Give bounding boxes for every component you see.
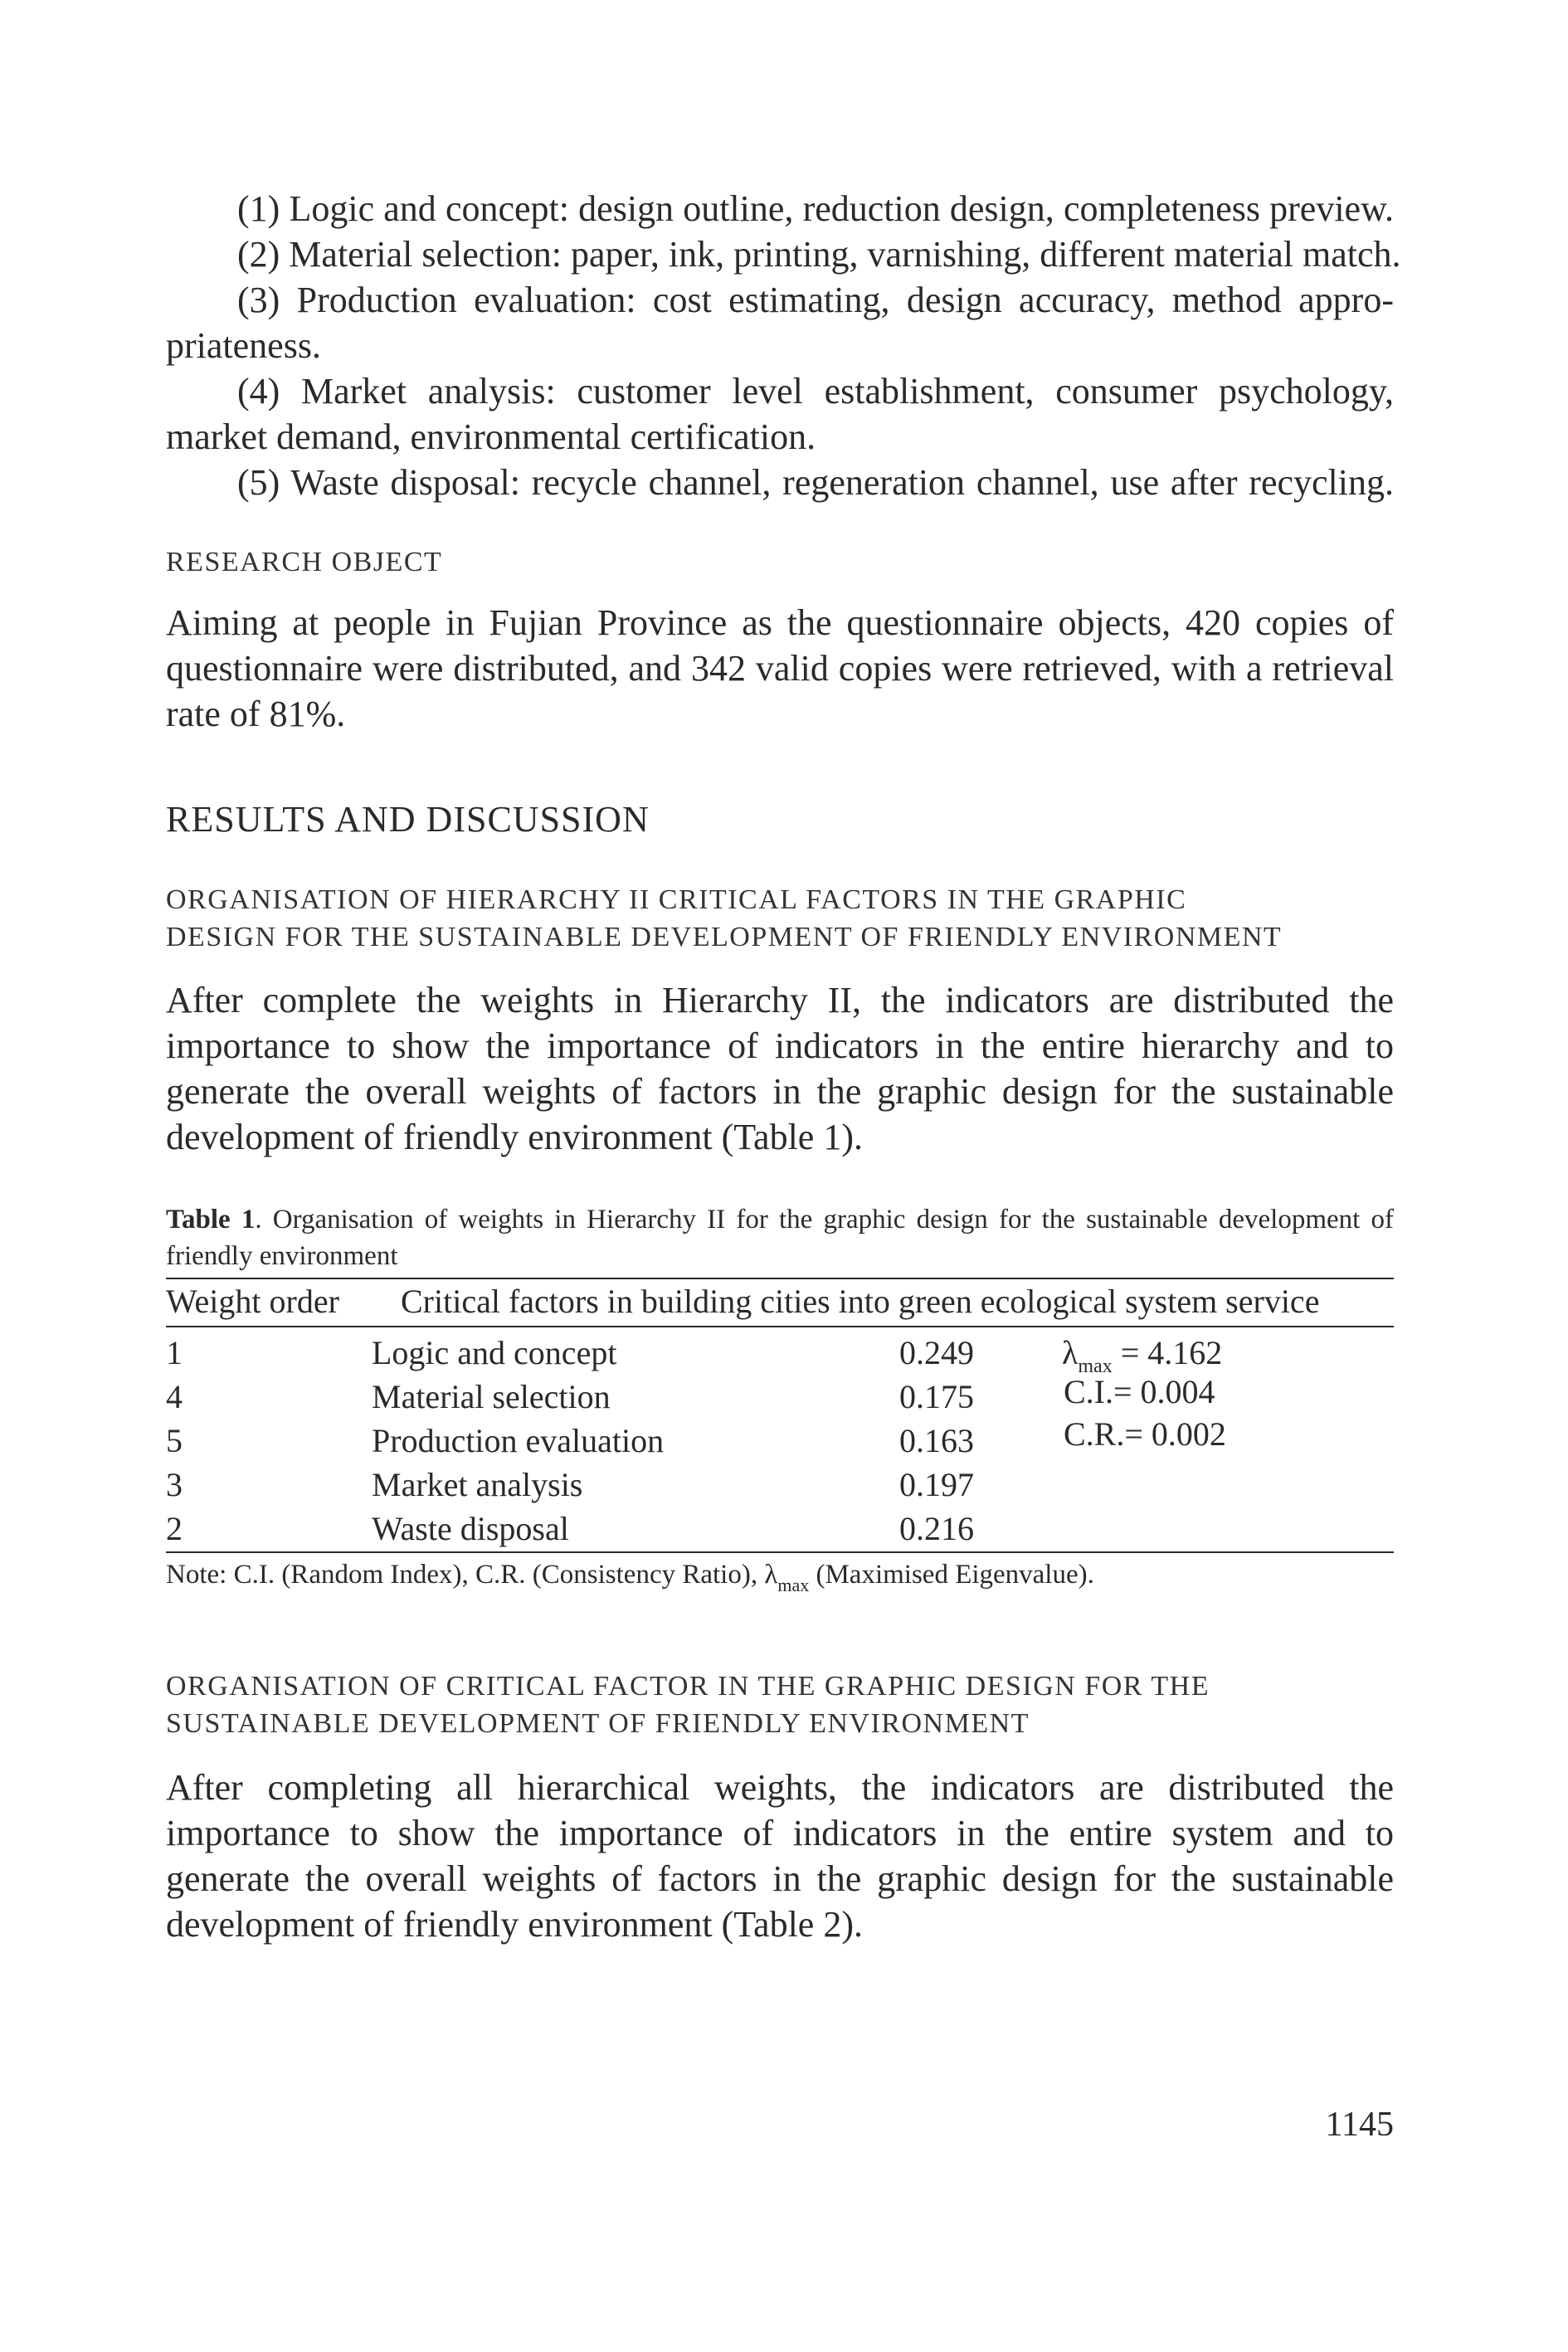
table-cell-weight: 0.175: [899, 1378, 974, 1415]
subsection-1-heading-line1: ORGANISATION OF HIERARCHY II CRITICAL FACTORS IN THE GRAPHIC: [166, 884, 1187, 915]
table-cell-weight: 0.163: [899, 1422, 974, 1459]
research-object-heading: RESEARCH OBJECT: [166, 547, 443, 577]
table-cell-factor: Production evaluation: [372, 1422, 665, 1459]
table-cell-weight: 0.197: [899, 1466, 974, 1503]
subsection-2-body: [166, 1765, 1394, 1947]
table-cell-factor: Waste disposal: [372, 1510, 569, 1547]
table1-note: Note: C.I. (Random Index), C.R. (Consistency Ratio), $\lambda_{max}$ (Maximised Eigenvalue).: [166, 1560, 1094, 1595]
ci-value: C.I.= 0.004: [1064, 1373, 1215, 1410]
table-bottom-rule: [166, 1551, 1394, 1553]
list-item: (3) Production evaluation: cost estimating, design accuracy, method appro-: [237, 280, 1394, 320]
criteria-list: [166, 186, 1401, 505]
list-item: (5) Waste disposal: recycle channel, regeneration channel, use after recycling.: [237, 462, 1394, 503]
table-top-rule: [166, 1278, 1394, 1279]
table-cell-order: 3: [166, 1466, 183, 1503]
page-number: 1145: [1325, 2106, 1394, 2144]
table1-caption: [166, 1201, 1394, 1274]
table-cell-weight: 0.216: [899, 1510, 974, 1547]
list-item: (2) Material selection: paper, ink, printing, varnishing, different material match.: [237, 234, 1401, 275]
subsection-2-paragraph: After completing all hierarchical weights, the indicators are distributed the importance to show the importance of indicators in the entire system and to generate the overall weights of factors in the graphic design for the sustainable development of friendly environment (Table 2).: [166, 1767, 1394, 1945]
research-object-text: Aiming at people in Fujian Province as the questionnaire objects, 420 copies of questionnaire were distributed, and 342 valid copies were retrieved, with a retrieval rate of 81%.: [166, 602, 1394, 734]
table-header-critical-factors: Critical factors in building cities into green ecological system service: [401, 1283, 1320, 1320]
results-heading: RESULTS AND DISCUSSION: [166, 799, 650, 840]
lambda-max-value: $\lambda_{max} = 4.162$: [1062, 1334, 1223, 1377]
subsection-2-heading: [166, 1668, 1394, 1742]
table-cell-factor: Market analysis: [372, 1466, 583, 1503]
cr-value: C.R.= 0.002: [1064, 1415, 1226, 1453]
subsection-1-paragraph: After complete the weights in Hierarchy II, the indicators are distributed the importance to show the importance of indicators in the entire hierarchy and to generate the overall weights of factors in the graphic design for the sustainable development of friendly environment (Table 1).: [166, 980, 1394, 1157]
subsection-1-heading-line2: DESIGN FOR THE SUSTAINABLE DEVELOPMENT OF FRIENDLY ENVIRONMENT: [166, 922, 1283, 952]
list-item: (4) Market analysis: customer level establishment, consumer psychology,: [237, 371, 1394, 411]
table-header-rule: [166, 1326, 1394, 1327]
list-item: (1) Logic and concept: design outline, reduction design, completeness preview.: [237, 188, 1394, 229]
table-cell-factor: Logic and concept: [372, 1334, 617, 1371]
table-cell-order: 5: [166, 1422, 183, 1459]
table-cell-factor: Material selection: [372, 1378, 611, 1415]
table1-caption-label: Table 1: [166, 1205, 256, 1234]
research-object-body: [166, 600, 1394, 737]
list-item: market demand, environmental certification.: [166, 416, 816, 457]
subsection-1-heading: [166, 881, 1394, 956]
subsection-2-heading-line1: ORGANISATION OF CRITICAL FACTOR IN THE GRAPHIC DESIGN FOR THE: [166, 1671, 1210, 1702]
table-cell-order: 1: [166, 1334, 183, 1371]
subsection-2-heading-line2: SUSTAINABLE DEVELOPMENT OF FRIENDLY ENVIRONMENT: [166, 1708, 1030, 1739]
results-section: [166, 796, 1394, 842]
subsection-1-body: [166, 977, 1394, 1160]
table-cell-order: 4: [166, 1378, 183, 1415]
list-item: priateness.: [166, 325, 321, 366]
table-cell-weight: 0.249: [899, 1334, 974, 1371]
table-header-weight-order: Weight order: [166, 1283, 339, 1320]
research-object-section: [166, 543, 1394, 581]
table1-caption-text: . Organisation of weights in Hierarchy II for the graphic design for the sustainable development of friendly environment: [166, 1205, 1394, 1271]
table-cell-order: 2: [166, 1510, 183, 1547]
table1: [166, 1278, 1394, 1551]
